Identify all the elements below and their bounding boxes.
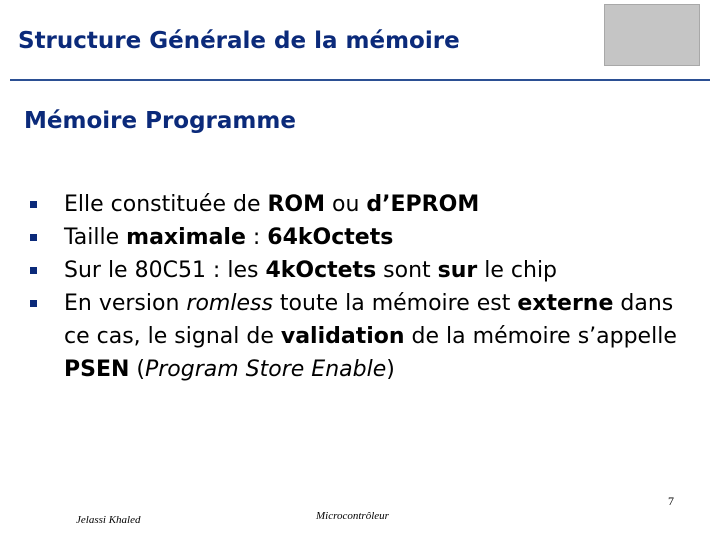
bullet-emphasis: validation xyxy=(280,324,405,349)
bullet-item xyxy=(30,221,700,254)
bullet-text: le chip xyxy=(477,258,558,283)
section-heading: Mémoire Programme xyxy=(24,108,296,134)
bullet-text: dans ce cas, le signal de xyxy=(64,291,674,349)
slide-title: Structure Générale de la mémoire xyxy=(18,28,460,54)
bullet-text: ou xyxy=(325,192,367,217)
bullet-text: ( xyxy=(129,357,145,382)
bullet-emphasis: maximale xyxy=(126,225,246,250)
bullet-text: Elle constituée de xyxy=(64,192,268,217)
footer-course: Microcontrôleur xyxy=(316,510,389,522)
bullet-emphasis: 4kOctets xyxy=(265,258,377,283)
bullet-text: sont xyxy=(376,258,438,283)
bullet-text: ) xyxy=(386,357,395,382)
bullet-emphasis: d’EPROM xyxy=(366,192,480,217)
bullet-emphasis: 64kOctets xyxy=(267,225,394,250)
header-decoration-box xyxy=(604,4,700,66)
bullet-italic: Program Store Enable xyxy=(145,357,387,382)
bullet-item xyxy=(30,254,700,287)
footer-author: Jelassi Khaled xyxy=(76,514,141,526)
bullet-text: En version xyxy=(64,291,187,316)
title-divider xyxy=(10,79,710,81)
bullet-list xyxy=(30,188,700,386)
bullet-item xyxy=(30,287,700,386)
square-bullet-icon xyxy=(30,234,37,241)
bullet-emphasis: ROM xyxy=(267,192,326,217)
bullet-item xyxy=(30,188,700,221)
square-bullet-icon xyxy=(30,267,37,274)
square-bullet-icon xyxy=(30,201,37,208)
bullet-text: : xyxy=(245,225,268,250)
bullet-emphasis: PSEN xyxy=(64,357,130,382)
bullet-text: Sur le 80C51 : les xyxy=(64,258,266,283)
square-bullet-icon xyxy=(30,300,37,307)
bullet-emphasis: sur xyxy=(437,258,478,283)
page-number: 7 xyxy=(668,494,674,508)
bullet-text: Taille xyxy=(64,225,127,250)
bullet-text: toute la mémoire est xyxy=(272,291,518,316)
bullet-italic: romless xyxy=(186,291,273,316)
bullet-text: de la mémoire s’appelle xyxy=(404,324,677,349)
bullet-emphasis: externe xyxy=(517,291,614,316)
